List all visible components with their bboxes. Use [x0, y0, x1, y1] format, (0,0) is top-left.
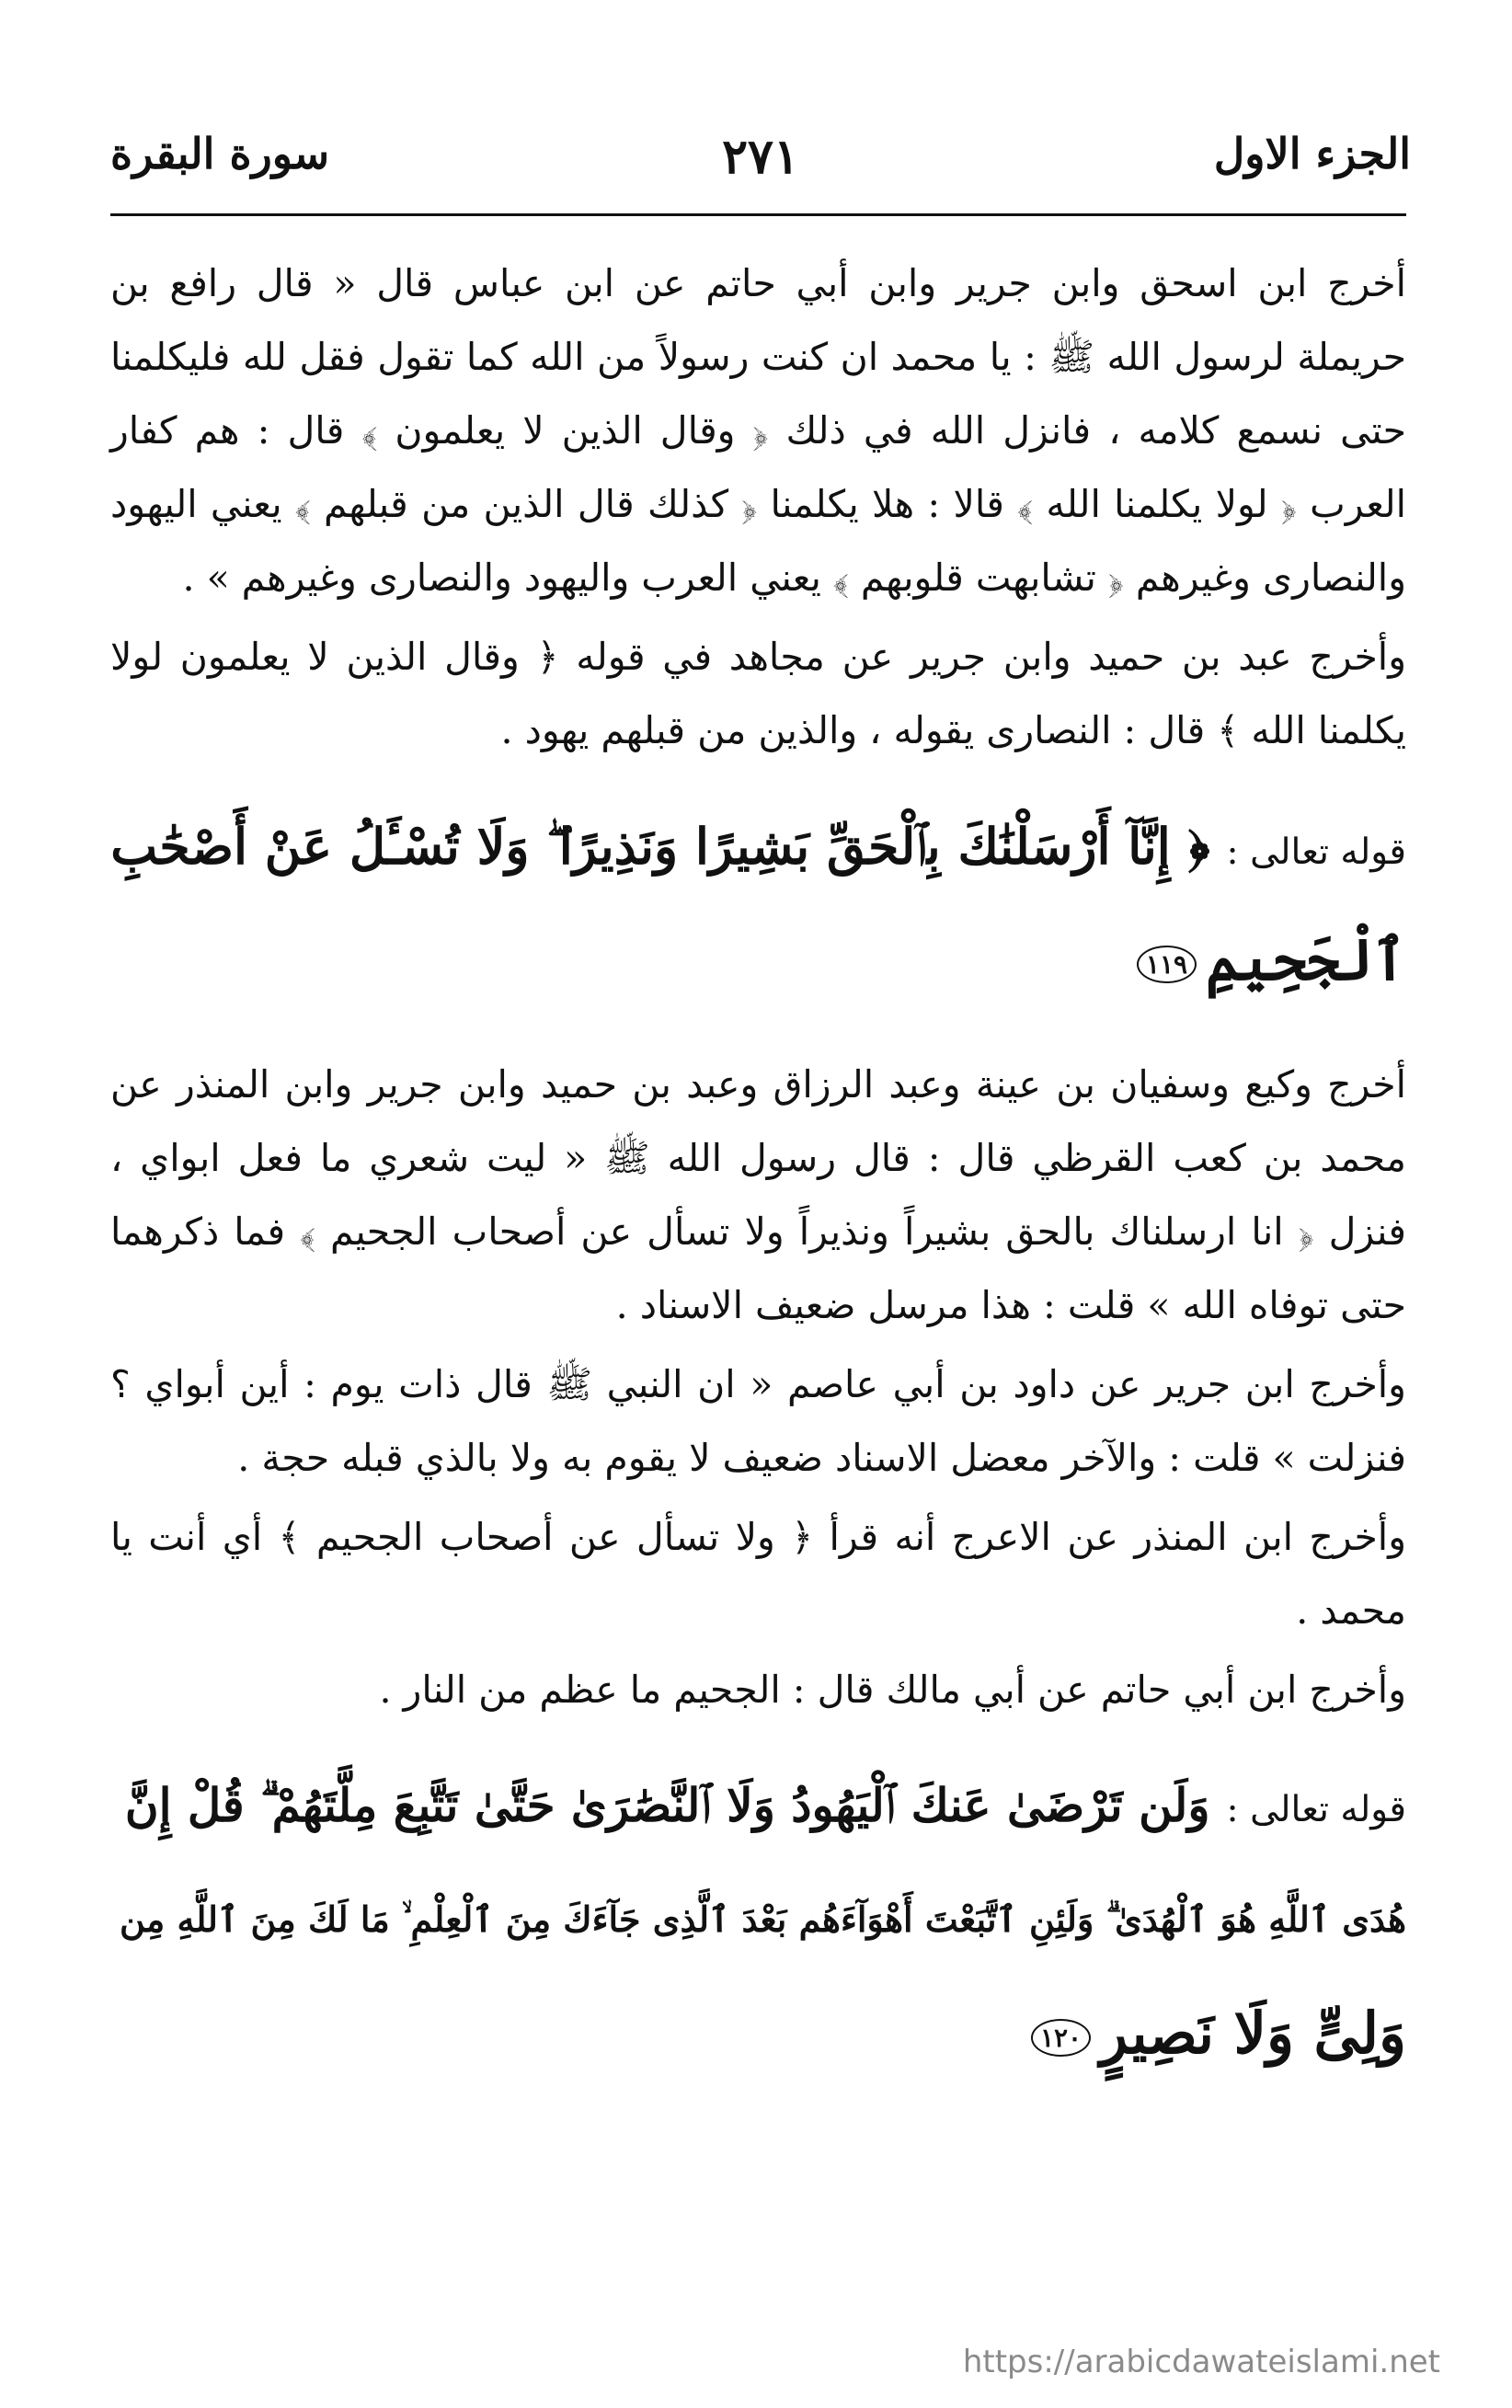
verse-120-line-1: [110, 1749, 1406, 1863]
verse-120-text-2: هُدَى ٱللَّهِ هُوَ ٱلْهُدَىٰ ۗ وَلَئِنِ ٱتَّبَعْتَ أَهْوَآءَهُم بَعْدَ ٱلَّذِى جَآءَكَ مِنَ ٱلْعِلْمِ ۙ مَا لَكَ مِنَ ٱللَّهِ مِن: [119, 1898, 1406, 1940]
page-header: [110, 129, 1411, 212]
paragraph-hadith-ibn-abbas: أخرج ابن اسحق وابن جرير وابن أبي حاتم عن ابن عباس قال « قال رافع بن حريملة لرسول الله ﷺ : يا محمد ان كنت رسولاً من الله كما تقول فقل لله فليكلمنا حتى نسمع كلامه ، فانزل الله في ذلك ﴿ وقال الذين لا يعلمون ﴾ قال : هم كفار العرب ﴿ لولا يكلمنا الله ﴾ قالا : هلا يكلمنا ﴿ كذلك قال الذين من قبلهم ﴾ يعني اليهود والنصارى وغيرهم ﴿ تشابهت قلوبهم ﴾ يعني العرب واليهود والنصارى وغيرهم » .: [110, 261, 1406, 600]
paragraph-dawud: وأخرج ابن جرير عن داود بن أبي عاصم « ان النبي ﷺ قال ذات يوم : أين أبواي ؟ فنزلت » قلت : والآخر معضل الاسناد ضعيف لا يقوم به ولا بالذي قبله حجة .: [110, 1362, 1406, 1480]
paragraph-wakee: أخرج وكيع وسفيان بن عينة وعبد الرزاق وعبد بن حميد وابن جرير وابن المنذر عن محمد بن كعب القرظي قال : قال رسول الله ﷺ « ليت شعري ما فعل ابواي ، فنزل ﴿ انا ارسلناك بالحق بشيراً ونذيراً ولا تسأل عن أصحاب الجحيم ﴾ فما ذكرهما حتى توفاه الله » قلت : هذا مرسل ضعيف الاسناد .: [110, 1062, 1406, 1327]
part-label: الجزء الاول: [1213, 129, 1411, 178]
verse-120-block: [110, 1749, 1406, 2095]
paragraph-araj: وأخرج ابن المنذر عن الاعرج أنه قرأ ﴿ ولا تسأل عن أصحاب الجحيم ﴾ أي أنت يا محمد .: [110, 1515, 1406, 1633]
paragraph-abu-malik: وأخرج ابن أبي حاتم عن أبي مالك قال : الجحيم ما عظم من النار .: [379, 1668, 1406, 1712]
verse-120-tail: وَلِىٍّ وَلَا نَصِيرٍ: [1100, 2000, 1406, 2067]
verse-119-line-1: [110, 789, 1406, 903]
verse-120-text-1: وَلَن تَرْضَىٰ عَنكَ ٱلْيَهُودُ وَلَا ٱلنَّصَٰرَىٰ حَتَّىٰ تَتَّبِعَ مِلَّتَهُمْ ۗ قُلْ إِنَّ: [124, 1778, 1210, 1832]
verse-119-line-2: [110, 903, 1406, 1022]
page-number: ٢٧١: [722, 129, 799, 185]
verse-119-text-2: [110, 903, 1406, 1022]
website-watermark: https://arabicdawateislami.net: [962, 2344, 1440, 2380]
verse-intro-label-2: قوله تعالى :: [1226, 1789, 1406, 1830]
verse-119-block: [110, 789, 1406, 1022]
header-divider: [110, 213, 1406, 216]
ayah-number-119: ١١٩: [1137, 946, 1197, 983]
surah-label: سورة البقرة: [110, 129, 330, 178]
paragraph-mujahid: وأخرج عبد بن حميد وابن جرير عن مجاهد في قوله ﴿ وقال الذين لا يعلمون لولا يكلمنا الله ﴾ قال : النصارى يقوله ، والذين من قبلهم يهود .: [110, 635, 1406, 752]
verse-120-line-2: [110, 1863, 1406, 1977]
verse-120-text-3: [110, 1977, 1406, 2095]
verse-intro-label: قوله تعالى :: [1226, 831, 1406, 873]
verse-120-line-3: [110, 1977, 1406, 2095]
ayah-number-120: ١٢٠: [1031, 2019, 1091, 2057]
verse-119-tail: ٱلْجَحِيمِ: [1206, 926, 1406, 993]
verse-119-text-1: ﴿ إِنَّآ أَرْسَلْنَٰكَ بِٱلْحَقِّ بَشِيرًا وَنَذِيرًا ۖ وَلَا تُسْـَٔلُ عَنْ أَصْحَٰبِ: [110, 817, 1210, 876]
page-body: [110, 247, 1406, 2121]
